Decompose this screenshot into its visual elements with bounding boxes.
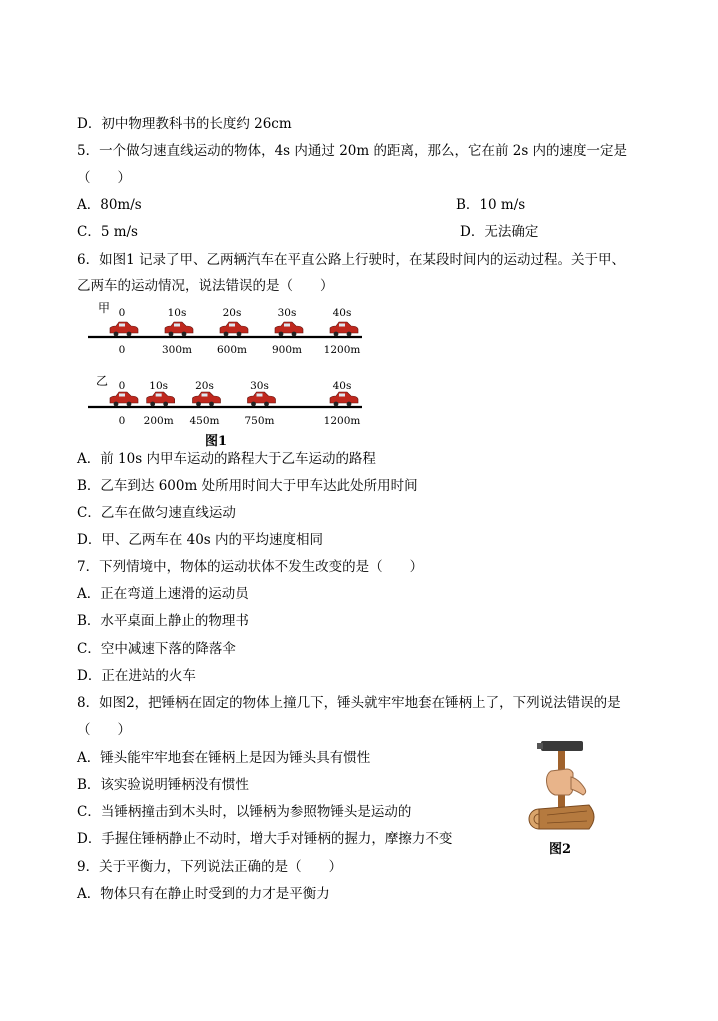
car-b-distance-3: 750m <box>244 415 275 427</box>
q6-option-a: A．前 10s 内甲车运动的路程大于乙车运动的路程 <box>77 451 376 467</box>
car-b-distance-0: 0 <box>118 415 126 427</box>
car-a-distance-4: 1200m <box>323 344 361 356</box>
q8-stem: 8．如图2，把锤柄在固定的物体上撞几下，锤头就牢牢地套在锤柄上了，下列说法错误的是 <box>77 695 621 711</box>
car-b-car-1 <box>147 392 175 406</box>
q8-paren: （ ） <box>77 722 131 738</box>
q4-option-d: D．初中物理教科书的长度约 26cm <box>77 116 292 132</box>
q8-option-a: A．锤头能牢牢地套在锤柄上是因为锤头具有惯性 <box>77 750 371 766</box>
q7-option-b: B．水平桌面上静止的物理书 <box>77 613 249 629</box>
q6-option-d: D．甲、乙两车在 40s 内的平均速度相同 <box>77 532 324 548</box>
q5-option-c: C．5 m/s <box>77 224 138 240</box>
hammer-hand-icon <box>525 737 605 832</box>
car-a-distance-2: 600m <box>217 344 247 356</box>
q9-stem: 9．关于平衡力，下列说法正确的是（ ） <box>77 859 343 875</box>
car-a-car-0 <box>110 322 138 336</box>
car-a-distance-1: 300m <box>162 344 192 356</box>
car-a-time-4: 40s <box>332 307 352 319</box>
q7-option-a: A．正在弯道上速滑的运动员 <box>77 586 249 602</box>
car-a-time-1: 10s <box>167 307 187 319</box>
car-b-label: 乙 <box>96 374 109 388</box>
q5-stem: 5．一个做匀速直线运动的物体，4s 内通过 20m 的距离，那么，它在前 2s 内的速度一定是 <box>77 143 628 159</box>
car-b-time-1: 10s <box>149 380 169 392</box>
car-a-time-3: 30s <box>277 307 297 319</box>
car-a-time-2: 20s <box>222 307 242 319</box>
q5-option-b: B．10 m/s <box>456 197 526 213</box>
car-b-car-0 <box>110 392 138 406</box>
q7-stem: 7．下列情境中，物体的运动状体不发生改变的是（ ） <box>77 559 424 575</box>
car-b-car-4 <box>330 392 358 406</box>
car-b-time-3: 30s <box>250 380 269 392</box>
car-b-car-3 <box>248 392 276 406</box>
q6-option-c: C．乙车在做匀速直线运动 <box>77 505 236 521</box>
car-a-car-3 <box>275 322 303 336</box>
car-a-car-2 <box>220 322 248 336</box>
q9-option-a: A．物体只有在静止时受到的力才是平衡力 <box>77 886 330 902</box>
q6-stem-line1: 6．如图1 记录了甲、乙两辆汽车在平直公路上行驶时，在某段时间内的运动过程。关于甲、 <box>77 252 625 268</box>
q8-option-d: D．手握住锤柄静止不动时，增大手对锤柄的握力，摩擦力不变 <box>77 831 453 847</box>
car-a-car-1 <box>165 322 193 336</box>
q6-stem-line2: 乙两车的运动情况，说法错误的是（ ） <box>77 278 334 294</box>
q5-paren: （ ） <box>77 170 131 186</box>
q8-option-c: C．当锤柄撞击到木头时，以锤柄为参照物锤头是运动的 <box>77 804 412 820</box>
car-b-time-4: 40s <box>332 380 352 392</box>
car-a-distance-0: 0 <box>118 344 126 356</box>
car-a-car-4 <box>330 322 358 336</box>
car-a-distance-3: 900m <box>272 344 302 356</box>
car-b-time-2: 20s <box>195 380 214 392</box>
car-a-label: 甲 <box>98 301 111 315</box>
car-a-time-0: 0 <box>118 307 126 319</box>
q5-option-d: D．无法确定 <box>460 224 539 240</box>
figure-1-diagram <box>0 300 718 460</box>
car-b-distance-1: 200m <box>143 415 174 427</box>
car-b-time-0: 0 <box>118 380 126 392</box>
car-b-distance-4: 1200m <box>323 415 361 427</box>
q7-option-c: C．空中减速下落的降落伞 <box>77 641 236 657</box>
q7-option-d: D．正在进站的火车 <box>77 668 196 684</box>
car-b-distance-2: 450m <box>189 415 220 427</box>
figure-2-caption: 图2 <box>549 842 572 857</box>
car-b-car-2 <box>193 392 221 406</box>
q5-option-a: A．80m/s <box>77 197 142 213</box>
q6-option-b: B．乙车到达 600m 处所用时间大于甲车达此处所用时间 <box>77 478 418 494</box>
q8-option-b: B．该实验说明锤柄没有惯性 <box>77 777 249 793</box>
figure-1-caption: 图1 <box>204 434 228 449</box>
